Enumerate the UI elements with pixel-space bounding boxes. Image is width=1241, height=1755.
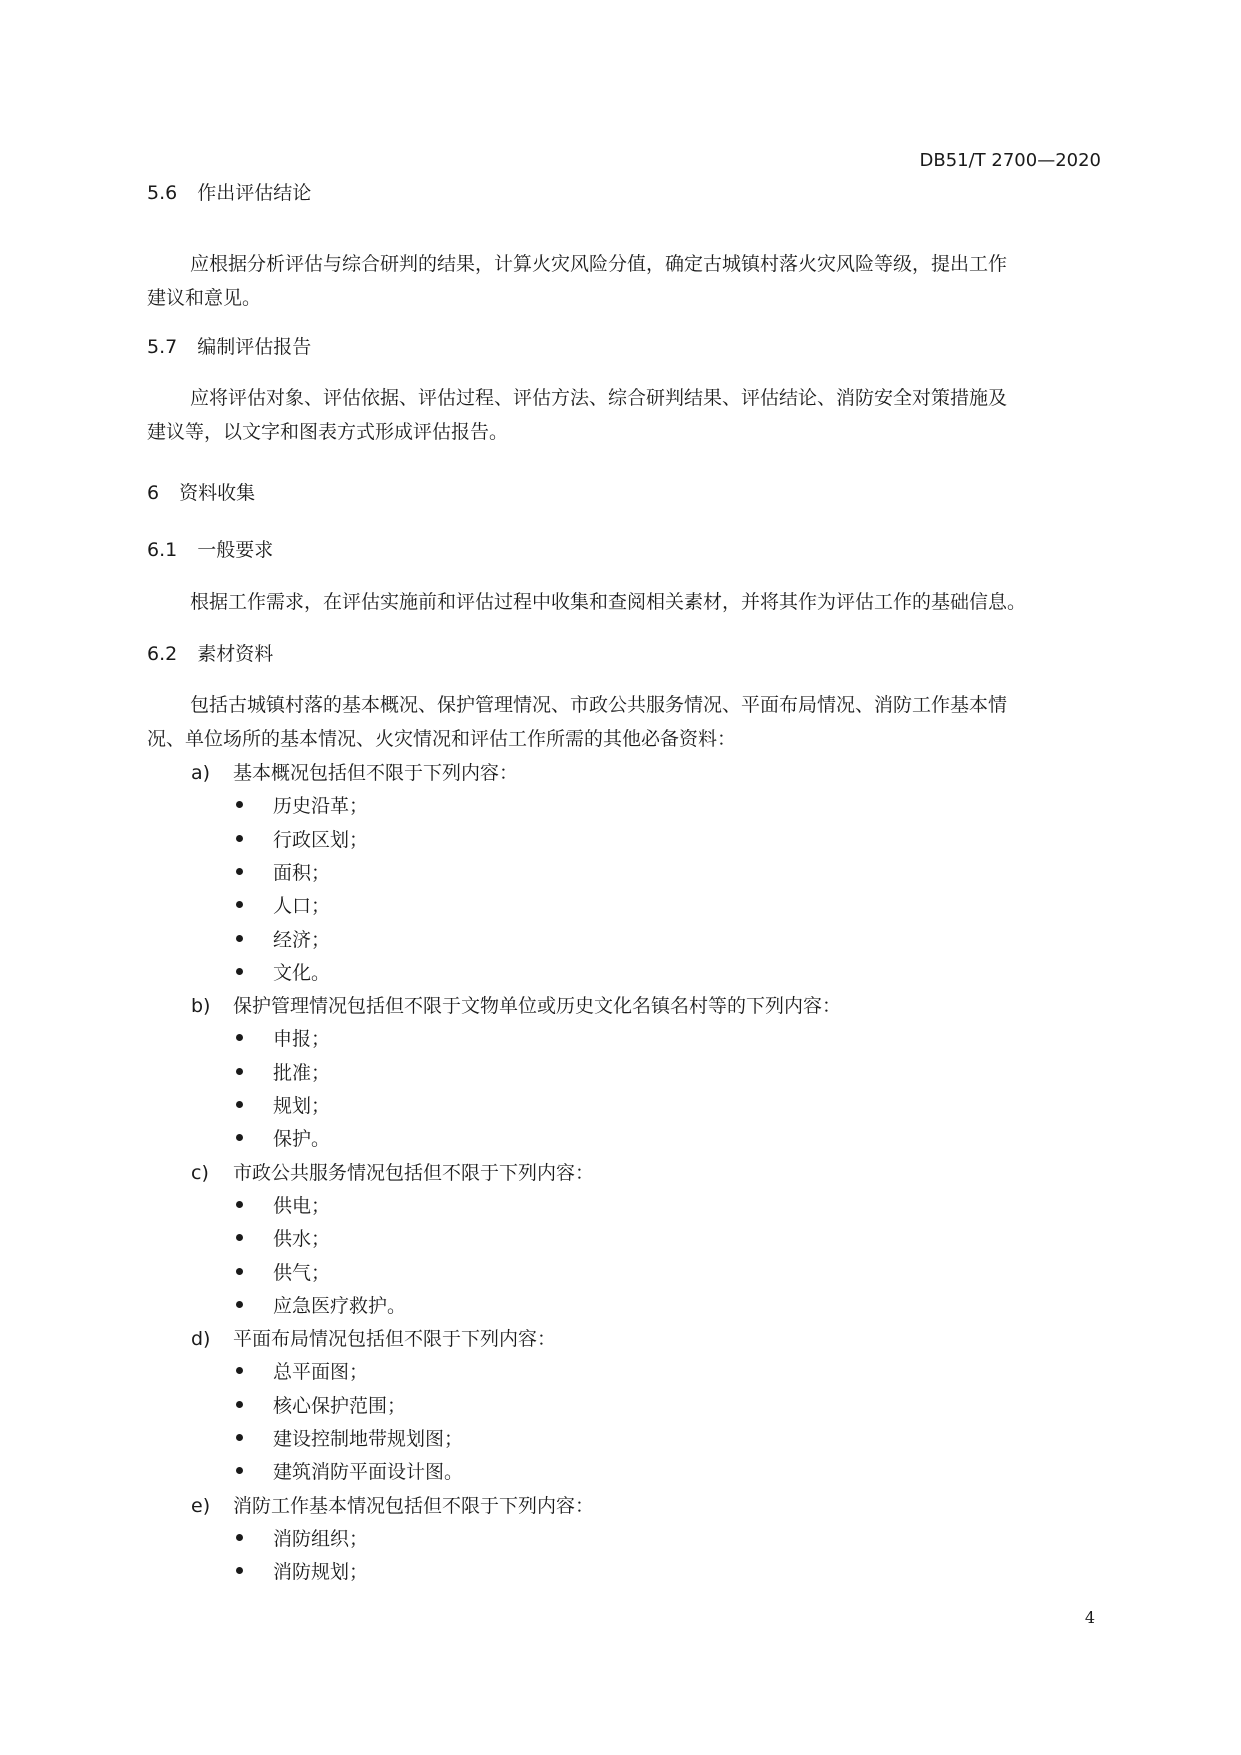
bullet-icon [236,1434,243,1441]
list-item [236,928,331,951]
list-item-text: 面积； [273,861,331,884]
list-item [236,1363,368,1382]
list-item-text: 经济； [273,928,331,951]
bullet-icon [236,1401,243,1408]
bullet-icon [236,1034,243,1041]
list-letter: d) [191,1328,211,1351]
section-number: 5.7 [147,336,178,358]
list-item [236,1030,330,1049]
list-item-text: 核心保护范围； [273,1394,407,1417]
list-item [236,1430,463,1449]
bullet-icon [236,901,243,908]
section-6-1-heading [147,541,273,560]
list-item-text: 行政区划； [273,828,369,851]
list-label-text: 保护管理情况包括但不限于文物单位或历史文化名镇名村等的下列内容： [233,995,842,1018]
bullet-icon [236,1301,243,1308]
bullet-icon [236,801,243,808]
list-item [236,1394,407,1417]
list-item-text: 历史沿革； [273,795,369,818]
list-item [236,1061,331,1084]
section-6-heading [147,484,255,503]
bullet-icon [236,1101,243,1108]
list-item [236,1463,463,1482]
list-item-text: 应急医疗救护。 [273,1294,407,1317]
list-item [236,1294,407,1317]
bullet-icon [236,1567,243,1574]
section-title: 资料收集 [179,482,256,504]
paragraph-line: 应将评估对象、评估依据、评估过程、评估方法、综合研判结果、评估结论、消防安全对策措施及 [190,387,1008,409]
list-label [191,1494,595,1517]
list-item [236,797,368,816]
list-label-text: 消防工作基本情况包括但不限于下列内容： [233,1494,595,1517]
list-label-text: 基本概况包括但不限于下列内容： [233,762,519,784]
paragraph-line: 应根据分析评估与综合研判的结果，计算火灾风险分值，确定古城镇村落火灾风险等级，提出工作 [190,253,1008,275]
section-title: 一般要求 [197,539,274,561]
section-6-1-paragraph [147,585,1117,619]
section-6-2-paragraph [147,688,1117,756]
bullet-icon [236,835,243,842]
section-number: 6.2 [147,643,178,665]
list-item [236,897,330,916]
list-item [236,1230,330,1249]
paragraph-line: 根据工作需求，在评估实施前和评估过程中收集和查阅相关素材，并将其作为评估工作的基础信息。 [190,591,1027,613]
list-item-text: 供水； [273,1228,331,1251]
list-item [236,1130,330,1149]
bullet-icon [236,1234,243,1241]
list-item [236,861,331,884]
list-letter: b) [191,995,211,1018]
paragraph-line: 建议等，以文字和图表方式形成评估报告。 [147,421,509,443]
bullet-icon [236,1534,243,1541]
section-5-7-paragraph [147,381,1117,449]
list-item [236,1194,331,1217]
bullet-icon [236,1467,243,1474]
section-title: 素材资料 [197,643,274,665]
list-letter: c) [191,1161,209,1184]
section-title: 作出评估结论 [197,182,312,204]
list-item-text: 文化。 [273,961,331,984]
list-label [191,1161,595,1184]
paragraph-line: 况、单位场所的基本情况、火灾情况和评估工作所需的其他必备资料： [147,728,737,750]
list-label [191,764,518,783]
bullet-icon [236,1068,243,1075]
paragraph-line: 包括古城镇村落的基本概况、保护管理情况、市政公共服务情况、平面布局情况、消防工作基本情 [190,694,1008,716]
list-item-text: 建筑消防平面设计图。 [273,1461,464,1484]
section-5-6-heading [147,184,311,203]
list-label-text: 市政公共服务情况包括但不限于下列内容： [233,1161,595,1184]
section-number: 5.6 [147,182,178,204]
list-item-text: 总平面图； [273,1361,369,1384]
list-item [236,1097,330,1116]
list-item-text: 消防组织； [273,1527,369,1550]
list-label-text: 平面布局情况包括但不限于下列内容： [233,1328,557,1351]
list-label [191,997,841,1016]
section-5-6-paragraph [147,247,1117,315]
paragraph-line: 建议和意见。 [147,287,262,309]
document-code: DB51/T 2700—2020 [919,150,1101,171]
list-item-text: 申报； [273,1028,331,1051]
list-letter: a) [191,762,211,784]
bullet-icon [236,1367,243,1374]
bullet-icon [236,935,243,942]
bullet-icon [236,1134,243,1141]
section-6-2-heading [147,645,273,664]
bullet-icon [236,1268,243,1275]
list-item-text: 建设控制地带规划图； [273,1428,464,1450]
list-item [236,1563,368,1582]
list-item-text: 批准； [273,1061,331,1084]
section-number: 6 [147,482,160,504]
list-item [236,1527,369,1550]
list-item-text: 规划； [273,1095,331,1117]
section-5-7-heading [147,338,311,357]
list-item-text: 人口； [273,895,331,918]
list-item-text: 供气； [273,1261,331,1284]
section-title: 编制评估报告 [197,336,312,358]
list-item-text: 供电； [273,1194,331,1217]
list-item [236,1261,331,1284]
list-item [236,961,331,984]
list-letter: e) [191,1494,211,1517]
list-label [191,1330,556,1349]
list-item-text: 消防规划； [273,1561,369,1584]
page-number: 4 [1084,1608,1095,1627]
section-number: 6.1 [147,539,178,561]
bullet-icon [236,1201,243,1208]
bullet-icon [236,868,243,875]
bullet-icon [236,968,243,975]
list-item-text: 保护。 [273,1128,331,1151]
list-item [236,828,369,851]
